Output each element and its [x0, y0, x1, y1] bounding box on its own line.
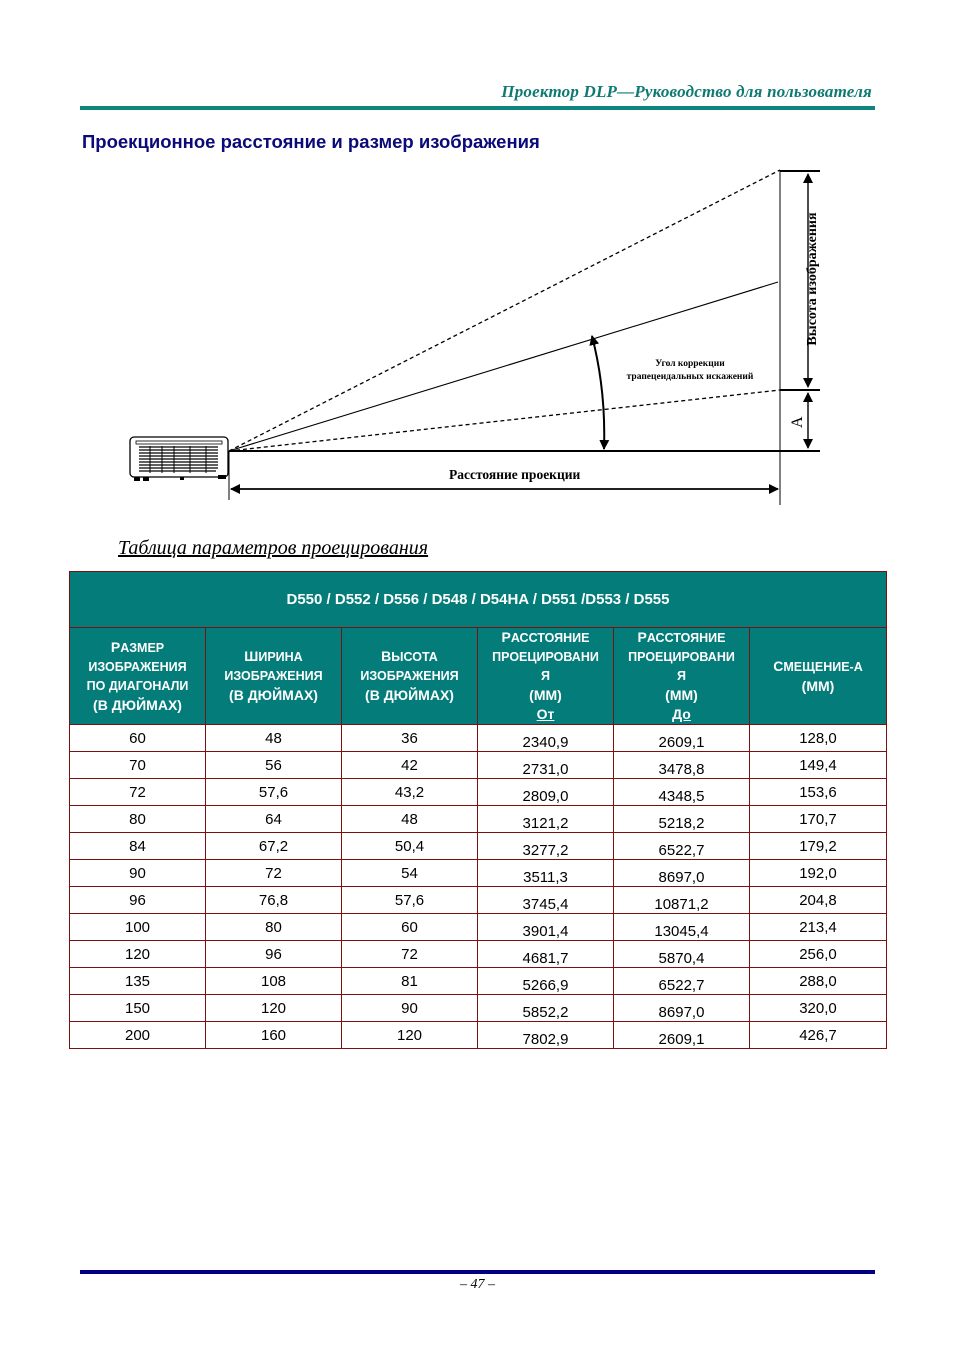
offset-a-label — [788, 409, 808, 433]
table-row: 100 80 60 3901,4 13045,4 213,4 — [70, 914, 887, 941]
offset-a-label-text: A — [789, 416, 806, 428]
table-column-headers — [70, 628, 887, 725]
projector-icon — [130, 437, 228, 481]
table-model-header: D550 / D552 / D556 / D548 / D54HA / D551 /D553 / D555 — [70, 572, 887, 628]
keystone-angle-label-line2: трапецеидальных искажений — [626, 372, 754, 382]
keystone-angle-label-line1: Угол коррекции — [655, 359, 725, 369]
column-header-offset: СМЕЩЕНИЕ-А (ММ) — [750, 628, 887, 725]
table-row: 90 72 54 3511,3 8697,0 192,0 — [70, 860, 887, 887]
table-row: 135 108 81 5266,9 6522,7 288,0 — [70, 968, 887, 995]
column-header-diagonal: РАЗМЕР ИЗОБРАЖЕНИЯ ПО ДИАГОНАЛИ (В ДЮЙМАХ) — [70, 628, 206, 725]
document-header-title: Проектор DLP—Руководство для пользователя — [501, 82, 872, 101]
table-caption: Таблица параметров проецирования — [118, 537, 429, 559]
table-row: 96 76,8 57,6 3745,4 10871,2 204,8 — [70, 887, 887, 914]
table-row: 120 96 72 4681,7 5870,4 256,0 — [70, 941, 887, 968]
image-height-label-text: Высота изображения — [805, 212, 820, 346]
table-row: 60 48 36 2340,9 2609,1 128,0 — [70, 725, 887, 752]
table-row: 150 120 90 5852,2 8697,0 320,0 — [70, 995, 887, 1022]
page-number: – 47 – — [460, 1277, 495, 1292]
projection-diagram — [0, 0, 955, 520]
column-header-width: ШИРИНА ИЗОБРАЖЕНИЯ (В ДЮЙМАХ) — [206, 628, 342, 725]
table-row: 70 56 42 2731,0 3478,8 149,4 — [70, 752, 887, 779]
projection-distance-label: Расстояние проекции — [449, 467, 581, 482]
table-row: 80 64 48 3121,2 5218,2 170,7 — [70, 806, 887, 833]
projection-table — [69, 571, 887, 1049]
column-header-distance-from: РАССТОЯНИЕ ПРОЕЦИРОВАНИ Я (ММ) От — [478, 628, 614, 725]
column-header-height: ВЫСОТА ИЗОБРАЖЕНИЯ (В ДЮЙМАХ) — [342, 628, 478, 725]
table-row: 200 160 120 7802,9 2609,1 426,7 — [70, 1022, 887, 1049]
footer-divider — [80, 1270, 875, 1274]
image-height-label — [798, 205, 820, 355]
table-row: 72 57,6 43,2 2809,0 4348,5 153,6 — [70, 779, 887, 806]
keystone-angle-label — [610, 358, 770, 384]
section-title: Проекционное расстояние и размер изображения — [82, 131, 540, 152]
column-header-distance-to: РАССТОЯНИЕ ПРОЕЦИРОВАНИ Я (ММ) До — [614, 628, 750, 725]
table-row: 84 67,2 50,4 3277,2 6522,7 179,2 — [70, 833, 887, 860]
